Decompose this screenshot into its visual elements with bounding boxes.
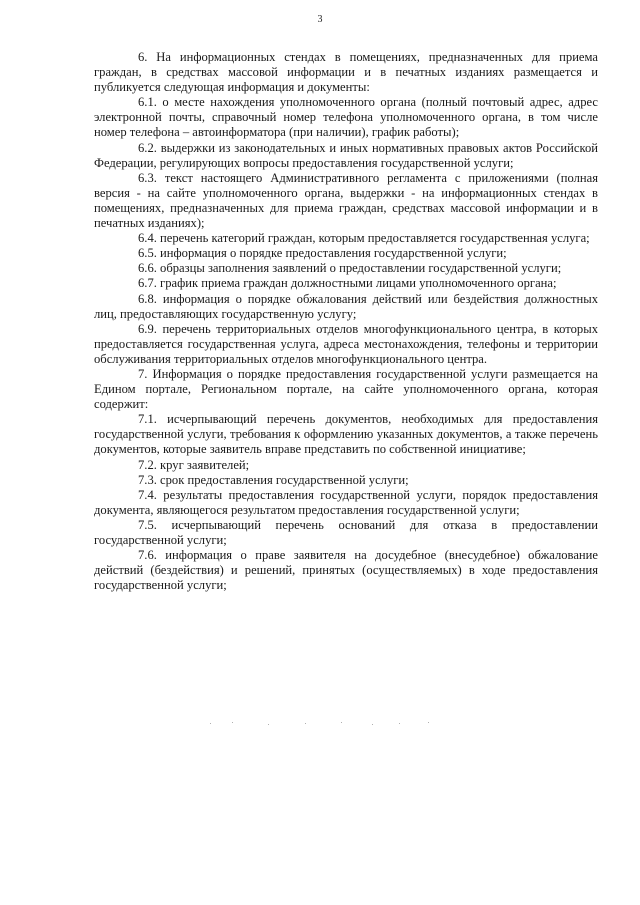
paragraph-7-4: 7.4. результаты предоставления государственной услуги, порядок предоставления документа, являющегося результатом предоставления государственной услуги; <box>94 487 598 517</box>
paragraph-7-1: 7.1. исчерпывающий перечень документов, необходимых для предоставления государственной услуги, требования к оформлению указанных документов, а также перечень документов, которые заявитель вправе представить по собственной инициативе; <box>94 412 598 457</box>
paragraph-6-5: 6.5. информация о порядке предоставления государственной услуги; <box>138 246 507 261</box>
paragraph-7-6: 7.6. информация о праве заявителя на досудебное (внесудебное) обжалование действий (бездействия) и решений, принятых (осуществляемых) в ходе предоставления государственной услуги; <box>94 548 598 593</box>
scan-speck <box>428 722 429 723</box>
paragraph-6: 6. На информационных стендах в помещениях, предназначенных для приема граждан, в средствах массовой информации и в печатных изданиях размещается и публикуется следующая информация и документы: <box>94 50 598 95</box>
paragraph-7: 7. Информация о порядке предоставления государственной услуги размещается на Едином портале, Региональном портале, на сайте уполномоченного органа, которая содержит: <box>94 366 598 412</box>
paragraph-7-3: 7.3. срок предоставления государственной услуги; <box>138 472 409 487</box>
paragraph-7-2: 7.2. круг заявителей; <box>138 457 250 472</box>
paragraph-6-2: 6.2. выдержки из законодательных и иных нормативных правовых актов Российской Федерации, регулирующих вопросы предоставления государственной услуги; <box>94 140 598 170</box>
scan-speck <box>341 722 342 723</box>
scan-speck <box>305 723 306 724</box>
paragraph-6-8: 6.8. информация о порядке обжалования действий или бездействия должностных лиц, предоставляющих государственную услугу; <box>94 291 598 321</box>
scan-speck <box>210 723 211 724</box>
scan-speck <box>399 723 400 724</box>
paragraph-6-4: 6.4. перечень категорий граждан, которым предоставляется государственная услуга; <box>138 231 590 246</box>
scan-speck <box>232 722 233 723</box>
paragraph-6-3: 6.3. текст настоящего Административного регламента с приложениями (полная версия - на сайте уполномоченного органа, выдержки - на информационных стендах в помещениях, предназначенных для приема граждан, средствах массовой информации и в печатных изданиях); <box>94 170 598 231</box>
page-number: 3 <box>317 14 323 25</box>
scan-speck <box>268 724 269 725</box>
paragraph-6-6: 6.6. образцы заполнения заявлений о предоставлении государственной услуги; <box>138 261 562 276</box>
document-body <box>94 50 598 593</box>
scan-speck <box>372 724 373 725</box>
paragraph-6-7: 6.7. график приема граждан должностными лицами уполномоченного органа; <box>138 276 557 291</box>
paragraph-6-9: 6.9. перечень территориальных отделов многофункционального центра, в которых предоставляется государственная услуга, адреса местонахождения, телефоны и территории обслуживания территориальных отделов многофункционального центра. <box>94 321 598 366</box>
paragraph-6-1: 6.1. о месте нахождения уполномоченного органа (полный почтовый адрес, адрес электронной почты, справочный номер телефона уполномоченного органа, в том числе номер телефона – автоинформатора (при наличии), график работы); <box>94 95 598 140</box>
paragraph-7-5: 7.5. исчерпывающий перечень оснований для отказа в предоставлении государственной услуги; <box>94 517 598 547</box>
scan-specks <box>0 722 640 726</box>
